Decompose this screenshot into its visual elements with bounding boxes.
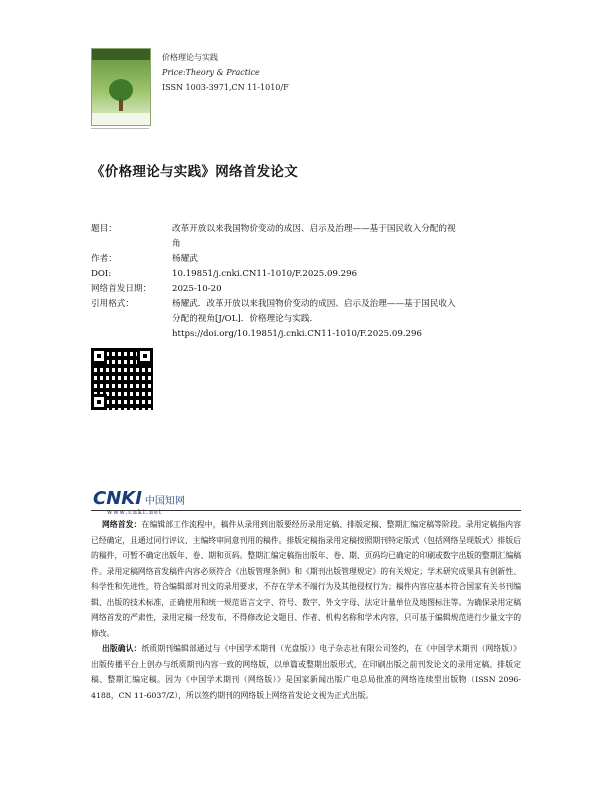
online-first-label: 网络首发： bbox=[102, 520, 142, 529]
citation-line1: 杨耀武．改革开放以来我国物价变动的成因、启示及治理——基于国民收入 bbox=[172, 299, 456, 309]
online-first-text: 在编辑部工作流程中，稿件从录用到出版要经历录用定稿、排版定稿、整期汇编定稿等阶段。录用定稿指内容已经确定，且通过同行评议、主编终审同意刊用的稿件。排版定稿指录用定稿按照期刊特定版式（包括网络呈现版式）排版后的稿件，可暂不确定出版年、卷、期和页码。整期汇编定稿指出版年、卷、期、页码均已确定的印刷或数字出版的整期汇编稿件。录用定稿网络首发稿件内容必须符合《出版管理条例》和《期刊出版管理规定》的有关规定；学术研究成果具有创新性、科学性和先进性，符合编辑部对刊文的录用要求，不存在学术不端行为及其他侵权行为；稿件内容应基本符合国家有关书刊编辑、出版的技术标准，正确使用和统一规范语言文字、符号、数字、外文字母、法定计量单位及地图标注等。为确保录用定稿网络首发的严肃性，录用定稿一经发布，不得修改论文题目、作者、机构名称和学术内容，只可基于编辑规范进行少量文字的修改。 bbox=[91, 520, 522, 638]
publication-notice bbox=[91, 517, 521, 703]
cover-underline bbox=[91, 128, 149, 129]
title-label: 题目： bbox=[91, 224, 117, 234]
meta-row-doi bbox=[91, 267, 521, 282]
confirmation-text: 纸质期刊编辑部通过与《中国学术期刊（光盘版）》电子杂志社有限公司签约，在《中国学术期刊（网络版）》出版传播平台上创办与纸质期刊内容一致的网络版，以单篇或整期出版形式，在印刷出版之前刊发论文的录用定稿、排版定稿、整期汇编定稿。因为《中国学术期刊（网络版）》是国家新闻出版广电总局批准的网络连续型出版物（ISSN 2096-4188，CN 11-6037/Z），所以签约期刊的网络版上网络首发论文视为正式出版。 bbox=[91, 644, 521, 700]
journal-issn: ISSN 1003-3971,CN 11-1010/F bbox=[162, 83, 289, 92]
citation-line2: 分配的视角[J/OL]．价格理论与实践． bbox=[172, 314, 319, 324]
meta-row-author bbox=[91, 252, 521, 267]
journal-name-en: Price:Theory & Practice bbox=[162, 68, 260, 77]
date-value: 2025-10-20 bbox=[172, 284, 222, 294]
cnki-logo-mark: CNKI bbox=[93, 488, 142, 509]
date-label: 网络首发日期： bbox=[91, 284, 152, 294]
article-title-line2: 角 bbox=[172, 239, 181, 249]
page-title: 《价格理论与实践》网络首发论文 bbox=[91, 164, 298, 180]
doi-value: 10.19851/j.cnki.CN11-1010/F.2025.09.296 bbox=[172, 269, 358, 279]
author-value: 杨耀武 bbox=[172, 254, 198, 264]
confirmation-label: 出版确认： bbox=[102, 644, 142, 653]
cnki-logo bbox=[93, 488, 185, 516]
qr-code bbox=[91, 348, 153, 410]
cnki-logo-cn: 中国知网 bbox=[144, 496, 185, 507]
notice-paragraph-confirmation bbox=[91, 641, 521, 703]
meta-row-title bbox=[91, 222, 521, 252]
divider bbox=[91, 510, 521, 511]
author-label: 作者： bbox=[91, 254, 117, 264]
journal-info bbox=[162, 50, 289, 95]
citation-doi-link[interactable]: https://doi.org/10.19851/j.cnki.CN11-1010/F.2025.09.296 bbox=[172, 329, 422, 339]
meta-row-date bbox=[91, 282, 521, 297]
meta-row-citation bbox=[91, 297, 521, 342]
journal-name-cn: 价格理论与实践 bbox=[162, 53, 218, 62]
article-title-line1: 改革开放以来我国物价变动的成因、启示及治理——基于国民收入分配的视 bbox=[172, 224, 456, 234]
doi-label: DOI: bbox=[91, 269, 112, 279]
journal-cover-image bbox=[91, 48, 151, 126]
notice-paragraph-online-first bbox=[91, 517, 521, 641]
citation-label: 引用格式： bbox=[91, 299, 134, 309]
cnki-logo-url: www.cnki.net bbox=[107, 509, 163, 516]
article-metadata bbox=[91, 222, 521, 342]
